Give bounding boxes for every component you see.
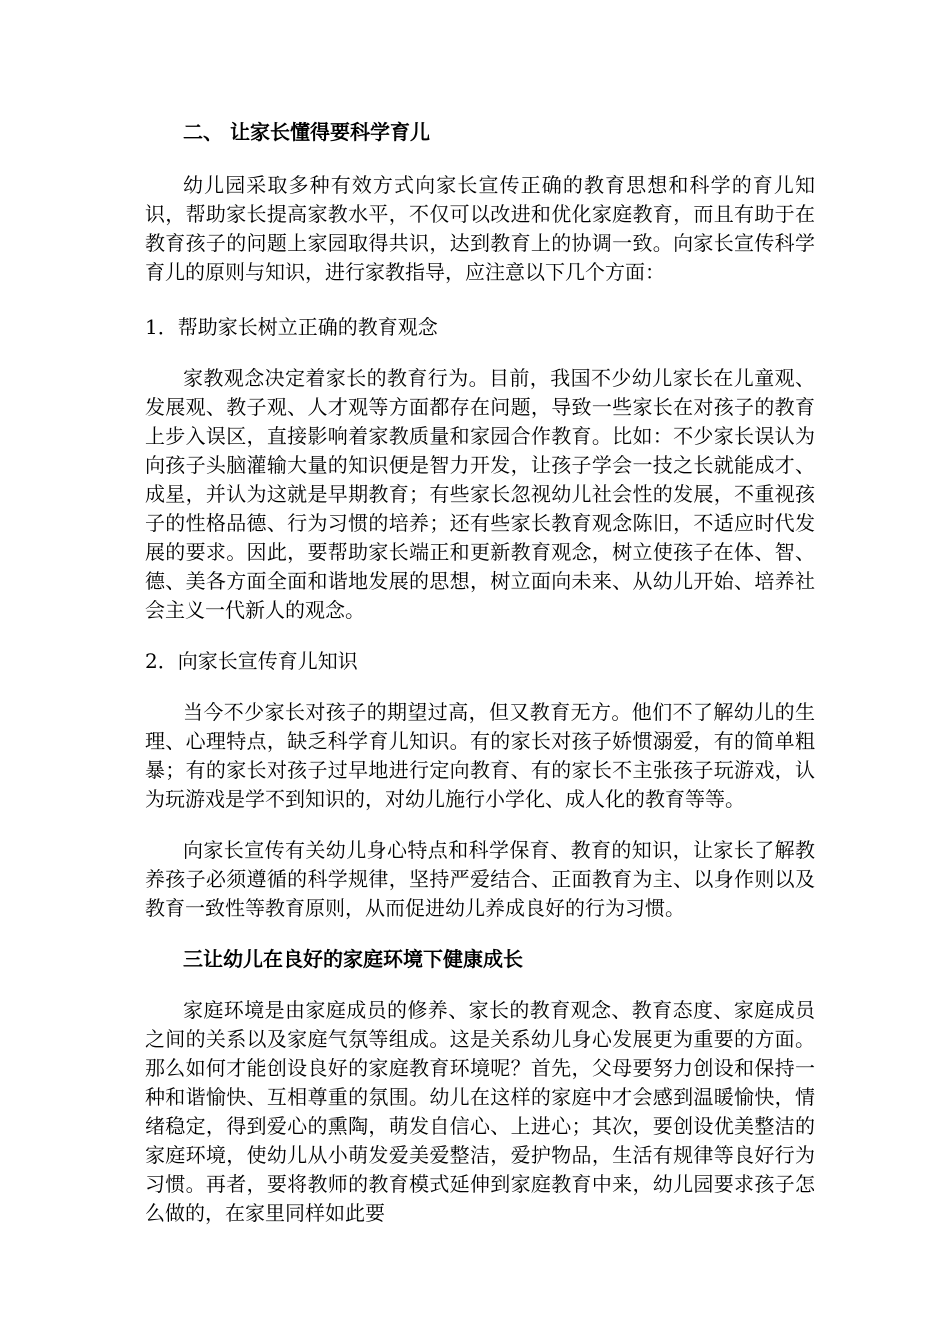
section-heading-3: 三让幼儿在良好的家庭环境下健康成长 xyxy=(183,947,523,971)
section-heading-2: 二、 让家长懂得要科学育儿 xyxy=(183,120,430,144)
paragraph-4: 家庭环境是由家庭成员的修养、家长的教育观念、教育态度、家庭成员之间的关系以及家庭气氛等组成。这是关系幼儿身心发展更为重要的方面。那么如何才能创设良好的家庭教育环境呢？首先，父母要努力创设和保持一种和谐愉快、互相尊重的氛围。幼儿在这样的家庭中才会感到温暖愉快，情绪稳定，得到爱心的熏陶，萌发自信心、上进心；其次，要创设优美整洁的家庭环境，使幼儿从小萌发爱美爱整洁，爱护物品，生活有规律等良好行为习惯。再者，要将教师的教育模式延伸到家庭教育中来，幼儿园要求孩子怎么做的，在家里同样如此要 xyxy=(145,998,815,1225)
intro-paragraph: 幼儿园采取多种有效方式向家长宣传正确的教育思想和科学的育儿知识，帮助家长提高家教水平，不仅可以改进和优化家庭教育，而且有助于在教育孩子的问题上家园取得共识，达到教育上的协调一致。向家长宣传科学育儿的原则与知识，进行家教指导，应注意以下几个方面： xyxy=(145,173,815,284)
paragraph-3: 向家长宣传有关幼儿身心特点和科学保育、教育的知识，让家长了解教养孩子必须遵循的科学规律，坚持严爱结合、正面教育为主、以身作则以及教育一致性等教育原则，从而促进幼儿养成良好的行为习惯。 xyxy=(145,838,815,920)
paragraph-2: 当今不少家长对孩子的期望过高，但又教育无方。他们不了解幼儿的生理、心理特点，缺乏科学育儿知识。有的家长对孩子娇惯溺爱，有的简单粗暴；有的家长对孩子过早地进行定向教育、有的家长不主张孩子玩游戏，认为玩游戏是学不到知识的，对幼儿施行小学化、成人化的教育等等。 xyxy=(145,700,815,811)
subheading-2: 2．向家长宣传育儿知识 xyxy=(145,649,358,673)
paragraph-1: 家教观念决定着家长的教育行为。目前，我国不少幼儿家长在儿童观、发展观、教子观、人才观等方面都存在问题，导致一些家长在对孩子的教育上步入误区，直接影响着家教质量和家园合作教育。比如：不少家长误认为向孩子头脑灌输大量的知识便是智力开发，让孩子学会一技之长就能成才、成星，并认为这就是早期教育；有些家长忽视幼儿社会性的发展，不重视孩子的性格品德、行为习惯的培养；还有些家长教育观念陈旧，不适应时代发展的要求。因此，要帮助家长端正和更新教育观念，树立使孩子在体、智、德、美各方面全面和谐地发展的思想，树立面向未来、从幼儿开始、培养社会主义一代新人的观念。 xyxy=(145,366,815,622)
subheading-1: 1．帮助家长树立正确的教育观念 xyxy=(145,315,438,339)
document-page xyxy=(145,118,815,1250)
